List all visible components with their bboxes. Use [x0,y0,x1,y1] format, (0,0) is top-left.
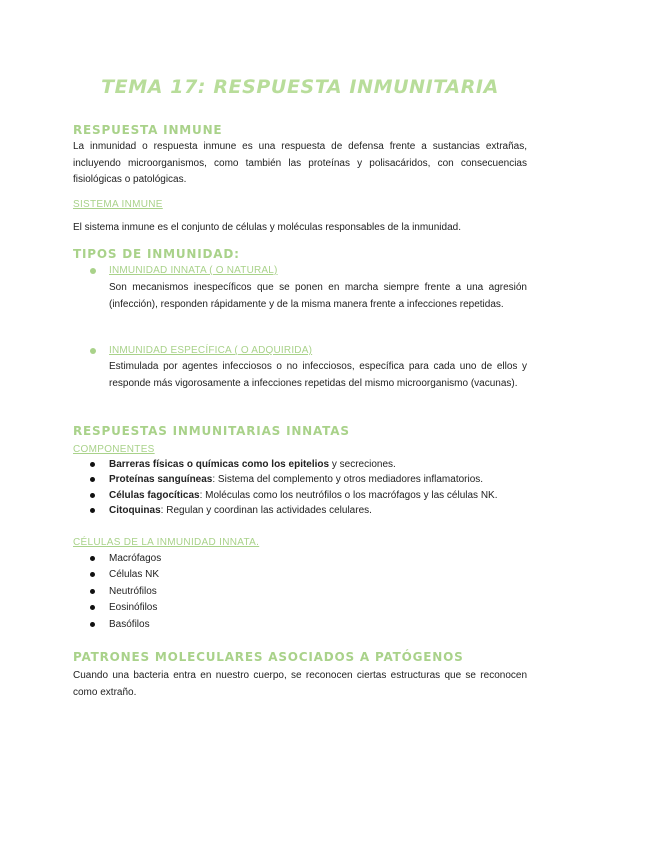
componentes-list [90,457,498,518]
list-item: Proteínas sanguíneas: Sistema del complemento y otros mediadores inflamatorios. [90,472,498,487]
subheading-componentes: COMPONENTES [73,444,155,455]
list-item: Eosinófilos [90,600,161,616]
respuesta-inmune-text: La inmunidad o respuesta inmune es una respuesta de defensa frente a sustancias extrañas, incluyendo microorganismos, como también las proteínas y polisacáridos, con consecuencias fisiológicas o patológicas. [73,141,527,185]
bullet-green [90,268,96,274]
bullet-dot [90,508,95,513]
list-item: Neutrófilos [90,584,161,600]
list-item: Barreras físicas o químicas como los epitelios y secreciones. [90,457,498,472]
subheading-celulas: CÉLULAS DE LA INMUNIDAD INNATA. [73,537,260,548]
section-heading-sistema-inmune: SISTEMA INMUNE [73,199,163,210]
section-heading-respuesta-inmune: RESPUESTA INMUNE [73,123,223,137]
list-item: Células fagocíticas: Moléculas como los neutrófilos o los macrófagos y las células NK. [90,488,498,503]
section-heading-tipos: TIPOS DE INMUNIDAD: [73,247,240,261]
patrones-text: Cuando una bacteria entra en nuestro cuerpo, se reconocen ciertas estructuras que se reconocen como extraño. [73,670,527,698]
section-heading-patrones: PATRONES MOLECULARES ASOCIADOS A PATÓGENOS [73,650,464,664]
bullet-dot [90,622,95,627]
bullet-dot [90,462,95,467]
list-item: Citoquinas: Regulan y coordinan las actividades celulares. [90,503,498,518]
list-item: Basófilos [90,617,161,633]
bullet-dot [90,572,95,577]
section-heading-respuestas-innatas: RESPUESTAS INMUNITARIAS INNATAS [73,424,350,438]
bullet-green [90,348,96,354]
bullet-dot [90,589,95,594]
subheading-innata: INMUNIDAD INNATA ( O NATURAL) [109,265,278,276]
subheading-especifica: INMUNIDAD ESPECÍFICA ( O ADQUIRIDA) [109,345,313,356]
innata-text: Son mecanismos inespecíficos que se ponen en marcha siempre frente a una agresión (infección), responden rápidamente y de la misma manera frente a infecciones repetidas. [109,282,527,310]
bullet-dot [90,477,95,482]
bullet-dot [90,493,95,498]
sistema-inmune-text: El sistema inmune es el conjunto de células y moléculas responsables de la inmunidad. [73,222,461,233]
bullet-dot [90,605,95,610]
list-item: Macrófagos [90,551,161,567]
page-title: TEMA 17: RESPUESTA INMUNITARIA [101,76,499,98]
list-item: Células NK [90,567,161,583]
celulas-list [90,551,161,633]
especifica-text: Estimulada por agentes infecciosos o no infecciosos, específica para cada uno de ellos y responde más vigorosamente a infecciones repetidas del mismo microorganismo (vacunas). [109,361,527,389]
bullet-dot [90,556,95,561]
